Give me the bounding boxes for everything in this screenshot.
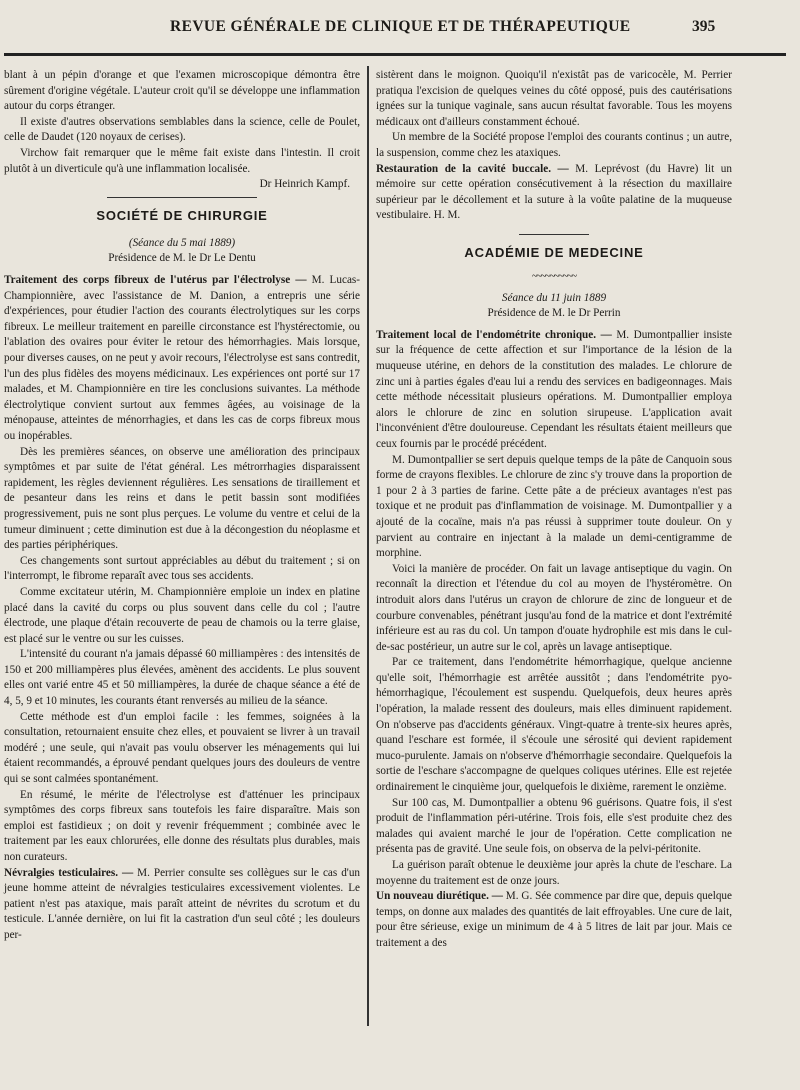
paragraph: sistèrent dans le moignon. Quoiqu'il n'existât pas de varicocèle, M. Perrier pratiqua l'excision de quelques veines du côté opposé, puis des cautérisations ignées sur la tunique vaginale, sans aucun résultat favorable. Tous les moyens médicaux ont d'ailleurs constamment échoué.: [376, 69, 732, 128]
paragraph: Sur 100 cas, M. Dumontpallier a obtenu 96 guérisons. Quatre fois, il s'est produit de l'inflammation péri-utérine. Trois fois, elle s'est produite chez des malades qui avaient marché le jour de l'opération. Cette complication ne présenta pas de gravité. Une seule fois, on observa de la pelvi-péritonite.: [376, 796, 732, 856]
paragraph: Comme excitateur utérin, M. Championnière emploie un index en platine placé dans la cavité du corps ou plus souvent dans celle du col ; l'autre électrode, une plaque d'étain recouverte de peau de chamois ou la terre glaise, est placé sur le ventre ou sur les cuisses.: [4, 585, 360, 645]
separator-rule: [107, 197, 257, 199]
article-heading: Un nouveau diurétique. —: [376, 890, 503, 903]
presidence-line: Présidence de M. le Dr Perrin: [487, 307, 621, 320]
article-text: M. Lucas-Championnière, avec l'assistance de M. Danion, a entrepris une série d'expériences, pour étudier l'action des courants électrolytiques sur les corps fibreux. Le meilleur traitement en pareille circonstance est l'hystérectomie, ou l'ablation des ovaires pour éviter le retour des hémorrhagies. Mais lorsque, pour diverses causes, on ne peut y avoir recours, l'électrolyse est sans contredit, l'un des plus fidèles des moyens médicinaux. Les expériences ont porté sur 17 malades, et M. Championnière en tire les conclusions suivantes. La méthode électrolytique convient surtout aux femmes âgées, au voisinage de la ménopause, atteintes de ménorrhagies, et dans les cas de corps fibreux mous ou inopérables.: [4, 274, 360, 442]
article-text: M. Dumontpallier insiste sur la fréquence de cette affection et sur l'importance de la lésion de la muqueuse utérine, en dehors de la constitution des malades. Le chlorure de zinc uni à parties égales d'eau lui a rendu des services en badigeonnages. Mais cette méthode nécessitait plusieurs opérations. M. Dumontpallier employa alors le chlorure de zinc en solution sirupeuse. L'application avait l'inconvénient d'être douloureuse. Cependant les résultats étaient meilleurs que ceux fournis par le procédé précédent.: [376, 328, 732, 450]
article: [376, 162, 732, 224]
right-column: [376, 68, 732, 952]
section-title: SOCIÉTÉ DE CHIRURGIE: [96, 208, 268, 224]
ornament-squiggle: ~~~~~~~~~~: [531, 271, 577, 283]
paragraph: Cette méthode est d'un emploi facile : les femmes, soignées à la consultation, retournaient ensuite chez elles, et pouvaient se livrer à un travail modéré ; une seule, qui n'avait pas voulu observer les ménagements qui lui étaient recommandés, a éprouvé pendant quelques jours des douleurs de ventre qui se sont calmées spontanément.: [4, 710, 360, 786]
article-text: M. Leprévost (du Havre) lit un mémoire sur cette opération consécutivement à la résection du maxillaire supérieur par le décollement et la suture à la voûte palatine de la muqueuse vestibulaire.: [376, 162, 732, 222]
page-header: [0, 14, 800, 44]
running-title: REVUE GÉNÉRALE DE CLINIQUE ET DE THÉRAPEUTIQUE: [170, 18, 631, 35]
article-heading: Névralgies testiculaires. —: [4, 866, 134, 879]
left-column: [4, 68, 360, 944]
page-number: 395: [692, 18, 716, 35]
session-date: (Séance du 5 mai 1889): [128, 236, 236, 249]
article-text: M. G. Sée commence par dire que, depuis quelque temps, on donne aux malades des quantités de lait effroyables. Une cure de lait, pour être sérieuse, exige un minimum de 4 à 5 litres de lait par jour. Mais ce traitement a des: [376, 890, 732, 949]
article-text: M. Perrier consulte ses collègues sur le cas d'un jeune homme atteint de névralgies testiculaires excessivement violentes. Le patient n'est pas ataxique, mais paraît atteint de névrites du scrotum et du testicule. L'année dernière, on lui fit la castration d'un seul côté ; les douleurs per-: [4, 866, 361, 941]
article-heading: Traitement des corps fibreux de l'utérus par l'électrolyse —: [4, 274, 307, 287]
paragraph: Un membre de la Société propose l'emploi des courants continus ; un autre, la suspension, comme chez les ataxiques.: [376, 131, 732, 159]
header-rule: [4, 53, 786, 56]
separator-rule: [519, 234, 589, 236]
paragraph: Par ce traitement, dans l'endométrite hémorrhagique, quelque ancienne qu'elle soit, l'hémorrhagie est arrêtée aussitôt ; dans l'endométrite pyo-hémorrhagique, l'écoulement est suspendu. Quelquefois, deux heures après l'opération, la malade ressent des douleurs, mais elles diminuent rapidement. On n'observe pas d'accidents généraux. Vingt-quatre à trente-six heures après, quand l'eschare est formée, il s'écoule une sérosité qui devient rapidement muco-purulente. Jamais on n'observe d'hémorrhagie secondaire. Quelquefois la sortie de l'eschare s'accompagne de quelques coliques utérines. Elle est rejetée ordinairement le cinquième jour, quelquefois le dixième, rarement le onzième.: [376, 656, 732, 794]
column-divider: [367, 66, 369, 1026]
signature: Dr Heinrich Kampf.: [259, 178, 350, 191]
paragraph: Il existe d'autres observations semblables dans la science, celle de Poulet, celle de Daudet (120 noyaux de cerises).: [4, 115, 360, 144]
paragraph: Voici la manière de procéder. On fait un lavage antiseptique du vagin. On reconnaît la direction et l'étendue du col au moyen de l'hystéromètre. On introduit alors dans l'utérus un crayon de chlorure de zinc de longueur et de courbure convenables, pénétrant jusqu'au fond de la matrice et dont l'extrémité inférieure est au ras du col. Un tampon d'ouate hydrophile est mis dans le cul-de-sac postérieur, un autre sur le col, après un lavage antiseptique.: [376, 562, 732, 653]
signature: H. M.: [433, 209, 461, 222]
paragraph: En résumé, le mérite de l'électrolyse est d'atténuer les principaux symptômes des corps fibreux sans toutefois les faire disparaître. Mais son emploi est fastidieux ; on doit y revenir fréquemment ; combinée avec le traitement par les eaux chlorurées, elle donne des résultats plus durables, mais non curateurs.: [4, 788, 360, 863]
presidence-line: Présidence de M. le Dr Le Dentu: [108, 252, 256, 265]
article: [4, 866, 360, 944]
article-heading: Restauration de la cavité buccale. —: [376, 162, 569, 175]
paragraph: Ces changements sont surtout appréciables au début du traitement ; si on l'interrompt, le fibrome reparaît avec tous ses accidents.: [4, 554, 360, 583]
paragraph: Dès les premières séances, on observe une amélioration des principaux symptômes et par suite de l'état général. Les métrorrhagies disparaissent rapidement, les règles deviennent régulières. Les sensations de tiraillement et de pesanteur dans les reins et dans le petit bassin sont modifiées progressivement, puis ne sont plus perçues. Le volume du ventre et celui de la tumeur diminuent ; cette diminution est due à la décongestion du néoplasme et des parties périphériques.: [4, 445, 360, 552]
paragraph: La guérison paraît obtenue le deuxième jour après la chute de l'eschare. La moyenne du traitement est de onze jours.: [376, 859, 732, 887]
article: [376, 328, 732, 453]
section-title: ACADÉMIE DE MEDECINE: [464, 245, 644, 261]
paragraph: L'intensité du courant n'a jamais dépassé 60 milliampères : des intensités de 150 et 200 milliampères plus élevées, amènent des accidents. Le plus souvent elles ont varié entre 45 et 50 milliampères, la durée de chaque séance a été de 4, 5, 9 et 10 minutes, les courants étant renversés au milieu de la séance.: [4, 648, 360, 708]
paragraph: Virchow fait remarquer que le même fait existe dans l'intestin. Il croit plutôt à un diverticule qu'à une inflammation localisée.: [4, 146, 360, 175]
session-date: Séance du 11 juin 1889: [501, 291, 607, 304]
paragraph: blant à un pépin d'orange et que l'examen microscopique démontra être sûrement d'origine végétale. L'auteur croit qu'il se développe une inflammation autour du corps étranger.: [4, 69, 360, 113]
article-heading: Traitement local de l'endométrite chronique. —: [376, 328, 612, 341]
paragraph: M. Dumontpallier se sert depuis quelque temps de la pâte de Canquoin sous forme de crayons flexibles. Le chlorure de zinc s'y trouve dans la proportion de 1 pour 2 à 3 parties de farine. Cette pâte a de précieux avantages n'est pas toxique et ne produit pas d'inflammation de voisinage. M. Dumontpallier y a ajouté de la cocaïne, mais n'a pas réussi à supprimer toute douleur. On y parvient au contraire en injectant à la malade un demi-centigramme de morphine.: [376, 453, 732, 560]
article: [376, 889, 732, 951]
article: [4, 273, 360, 445]
